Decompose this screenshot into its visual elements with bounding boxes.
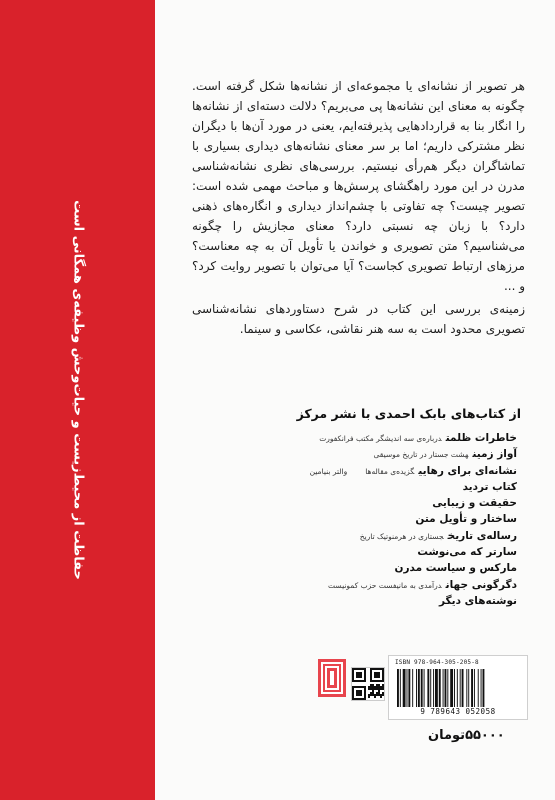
book-title: نوشته‌های دیگر: [439, 594, 517, 607]
book-title: آواز زمین: [472, 448, 517, 461]
barcode: [395, 669, 521, 707]
book-list-item: [177, 446, 517, 462]
book-title: خاطرات ظلمت: [445, 432, 517, 444]
book-list-item: [177, 511, 517, 527]
spine-slogan: حفاظت از محیط‌زیست و حیات‌وحش وظیفه‌ی همگانی است: [70, 200, 86, 580]
qr-code: [351, 667, 385, 701]
publisher-logo: [318, 659, 346, 697]
isbn-label: ISBN 978-964-305-205-8: [395, 659, 479, 666]
book-title: دگرگونی جهان: [445, 578, 517, 591]
book-subtitle: گزیده‌ی مقاله‌ها: [365, 466, 415, 476]
book-list-title: از کتاب‌های بابک احمدی با نشر مرکز: [296, 406, 521, 421]
book-title: مارکس و سیاست مدرن: [394, 562, 517, 575]
book-list: [177, 430, 517, 609]
book-title: ساختار و تأویل متن: [415, 513, 517, 526]
book-title: کتاب تردید: [462, 480, 517, 493]
book-title: حقیقت و زیبایی: [432, 497, 517, 510]
book-list-item: [177, 430, 517, 446]
book-list-item: [177, 577, 517, 593]
book-list-item: [177, 495, 517, 511]
blurb: [192, 76, 525, 339]
book-title: نشانه‌ای برای رهایی: [418, 464, 517, 477]
blurb-paragraph-2: زمینه‌ی بررسی این کتاب در شرح دستاوردهای نشانه‌شناسی تصویری محدود است به سه هنر نقاشی، عکاسی و سینما.: [192, 302, 525, 336]
isbn-barcode-box: [388, 655, 528, 720]
price: ۵۵۰۰۰تومان: [428, 728, 505, 743]
book-list-item: [177, 544, 517, 560]
book-subtitle: درآمدی به مانیفست حزب کمونیست: [328, 580, 442, 590]
book-author: والتر بنیامین: [309, 466, 348, 476]
book-subtitle: هشت جستار در تاریخ موسیقی: [373, 450, 469, 460]
book-subtitle: درباره‌ی سه اندیشگر مکتب فرانکفورت: [319, 434, 442, 443]
book-list-item: [177, 560, 517, 576]
book-subtitle: جستاری در هرمنوتیک تاریخ: [359, 531, 444, 541]
book-list-item: [177, 463, 517, 479]
book-title: رساله‌ی تاریخ: [447, 529, 517, 542]
book-title: سارتر که می‌نوشت: [417, 546, 517, 559]
book-list-item: [177, 528, 517, 544]
blurb-paragraph-1: هر تصویر از نشانه‌ای یا مجموعه‌ای از نشانه‌ها شکل گرفته است. چگونه به معنای این نشانه‌ها پی می‌بریم؟ دلالت دسته‌ای از نشانه‌ها را انگار بنا به قراردادهایی پذیرفته‌ایم، یعنی در مورد آن‌ها با دیگران نظر مشترکی داریم؛ اما بر سر معنای نشانه‌های دیداری بسیاری با تماشاگران دیگر هم‌رأی نیستیم. بررسی‌های نظری نشانه‌شناسی مدرن در این مورد راهگشای پرسش‌ها و مباحث مهمی شده است: تصویر چیست؟ چه تفاوتی با چشم‌انداز دیداری و انگاره‌های ذهنی دارد؟ با زبان چه نسبتی دارد؟ معنای مجازیش را چگونه می‌شناسیم؟ متن تصویری و خواندن یا تأویل آن به چه معناست؟ مرزهای ارتباط تصویری کجاست؟ آیا می‌توان با تصویر روایت کرد؟ و ...: [192, 79, 525, 293]
book-list-item: [177, 593, 517, 609]
book-list-item: [177, 479, 517, 495]
red-spine-panel: [0, 0, 155, 800]
isbn-digits: 9 789643 052058: [420, 707, 496, 716]
